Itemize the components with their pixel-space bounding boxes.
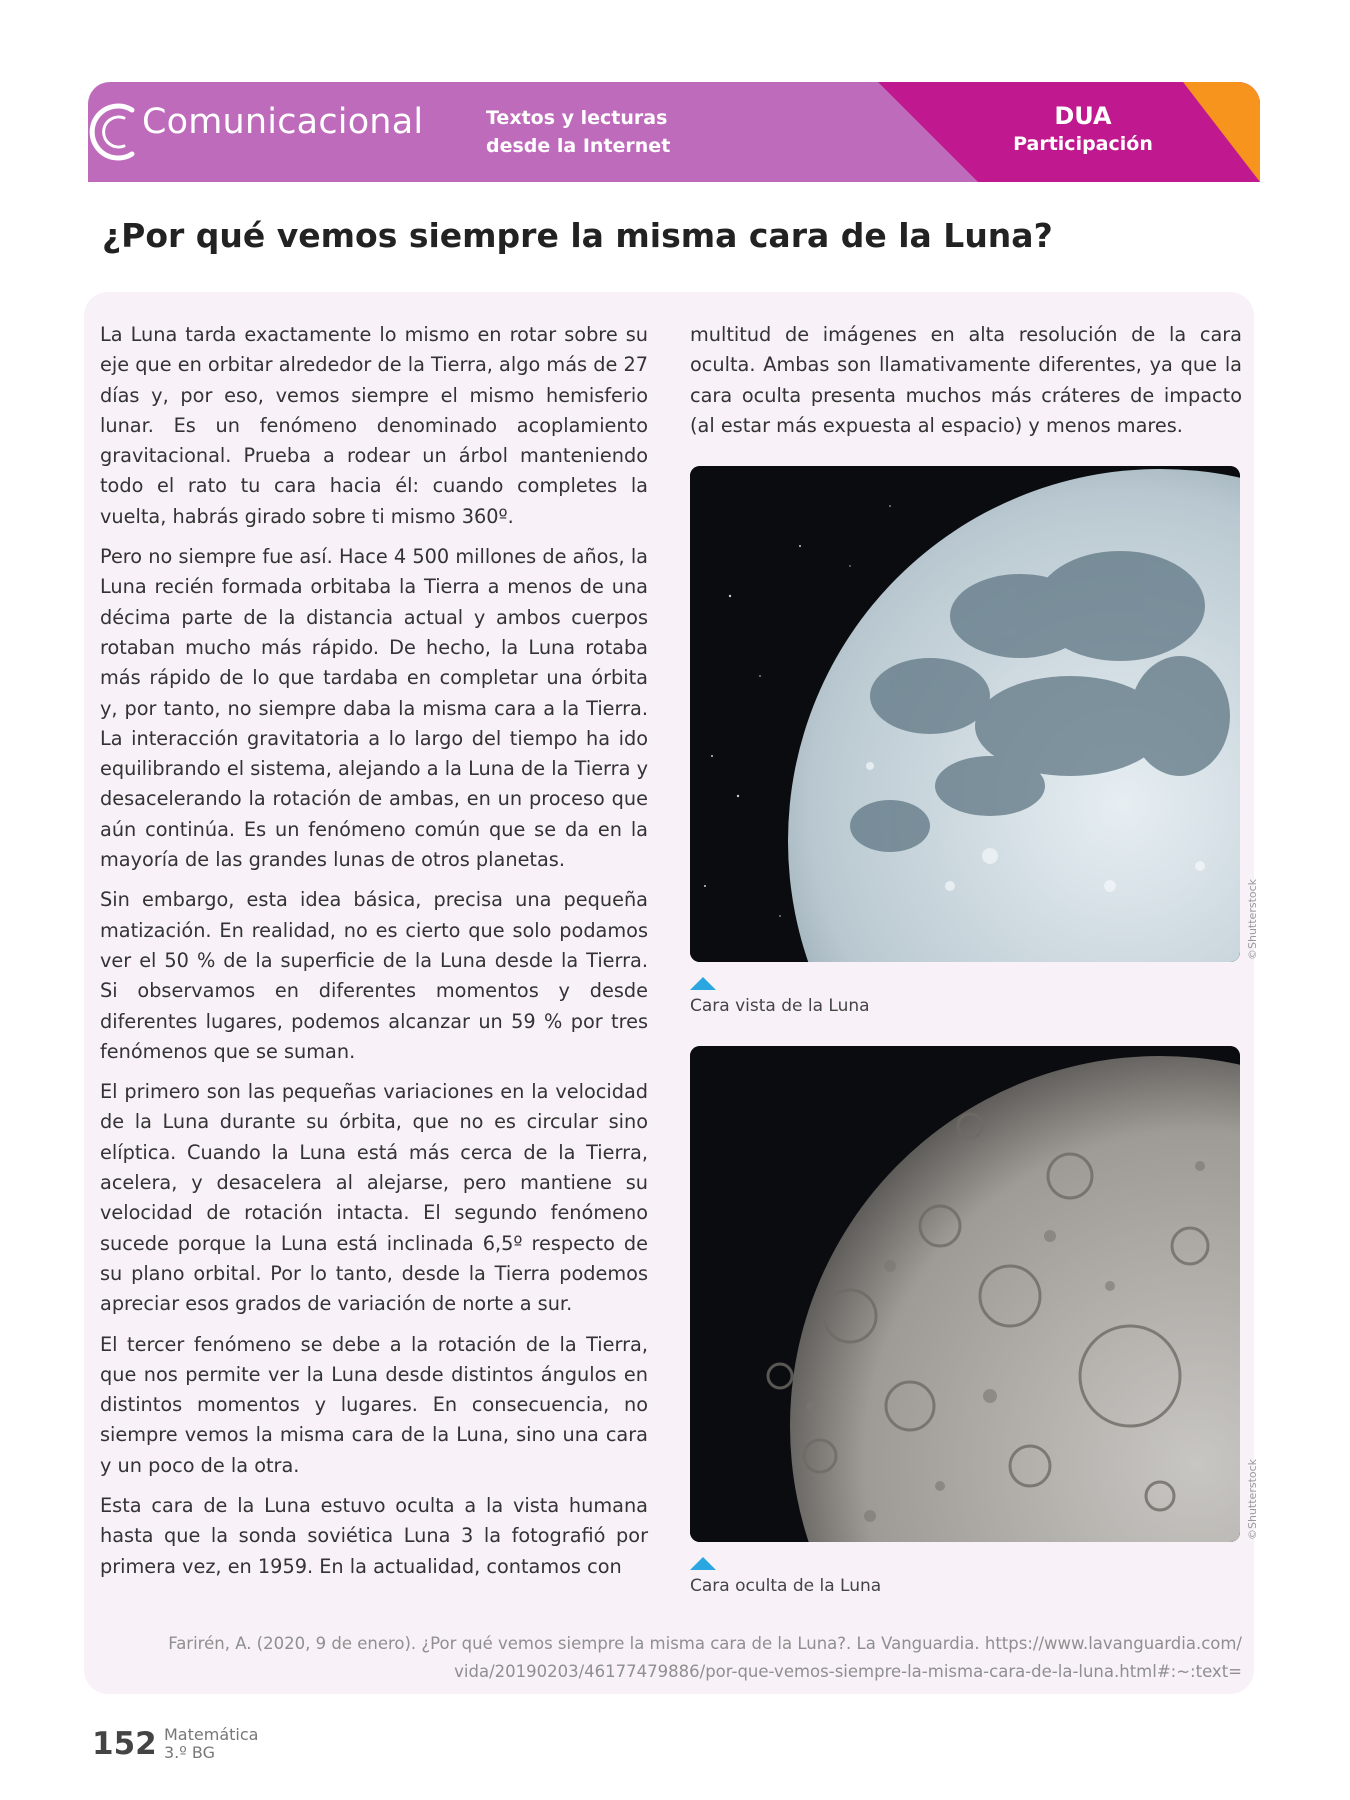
caption-marker-icon <box>690 977 716 990</box>
comunicacional-logo-icon <box>88 96 140 168</box>
photo-credit-2: ©Shutterstock <box>1246 1458 1259 1540</box>
photo-credit-1: ©Shutterstock <box>1246 878 1259 960</box>
paragraph-2: Pero no siempre fue así. Hace 4 500 millones de años, la Luna recién formada orbitaba la Tierra a menos de una décima parte de la distancia actual y ambos cuerpos rotaban mucho más rápido. De hecho, la Luna rotaba más rápido de lo que tardaba en completar una órbita y, por tanto, no siempre daba la misma cara a la Tierra. La interacción gravitatoria a lo largo del tiempo ha ido equilibrando el sistema, alejando a la Luna de la Tierra y desacelerando la rotación de ambas, en un proceso que aún continúa. Es un fenómeno común que se da en la mayoría de las grandes lunas de otros planetas. <box>100 545 648 872</box>
page-title: ¿Por qué vemos siempre la misma cara de la Luna? <box>102 216 1053 255</box>
page-number: 152 <box>92 1726 157 1762</box>
paragraph-1: La Luna tarda exactamente lo mismo en rotar sobre su eje que en orbitar alrededor de la Tierra, algo más de 27 días y, por eso, vemos siempre el mismo hemisferio lunar. Es un fenómeno denominado acoplamiento gravitacional. Prueba a rodear un árbol manteniendo todo el rato tu cara hacia él: cuando completes la vuelta, habrás girado sobre ti mismo 360º. <box>100 323 648 528</box>
section-header-band <box>88 82 1260 182</box>
footer-book-info <box>164 1726 258 1762</box>
dua-title: DUA <box>1054 102 1112 130</box>
reference-line-1: Farirén, A. (2020, 9 de enero). ¿Por qué vemos siempre la misma cara de la Luna?. La Vanguardia. https://www.lavanguardia.com/ <box>168 1634 1242 1653</box>
paragraph-4: El primero son las pequeñas variaciones en la velocidad de la Luna durante su órbita, que no es circular sino elíptica. Cuando la Luna está más cerca de la Tierra, acelera, y desacelera al alejarse, pero mantiene su velocidad de rotación intacta. El segundo fenómeno sucede porque la Luna está inclinada 6,5º respecto de su plano orbital. Por lo tanto, desde la Tierra podemos apreciar esos grados de variación de norte a sur. <box>100 1080 648 1316</box>
article-right-column <box>690 320 1242 451</box>
paragraph-5: El tercer fenómeno se debe a la rotación de la Tierra, que nos permite ver la Luna desde distintos ángulos en distintos momentos y lugares. En consecuencia, no siempre vemos la misma cara de la Luna, sino una cara y un poco de la otra. <box>100 1332 648 1477</box>
footer-grade: 3.º BG <box>164 1743 215 1762</box>
source-reference <box>120 1630 1242 1686</box>
dua-subtitle: Participación <box>1013 133 1153 155</box>
caption-marker-icon <box>690 1557 716 1570</box>
far-side-moon-photo <box>690 1046 1240 1542</box>
near-side-moon-photo <box>690 466 1240 962</box>
figure-caption-1: Cara vista de la Luna <box>690 996 870 1016</box>
subtitle-line-2: desde la Internet <box>486 135 671 157</box>
paragraph-6: Esta cara de la Luna estuvo oculta a la vista humana hasta que la sonda soviética Luna 3 la fotografió por primera vez, en 1959. En la actualidad, contamos con <box>100 1493 648 1578</box>
figure-caption-2: Cara oculta de la Luna <box>690 1576 882 1596</box>
paragraph-3: Sin embargo, esta idea básica, precisa una pequeña matización. En realidad, no es cierto que solo podamos ver el 50 % de la superficie de la Luna desde la Tierra. Si observamos en diferentes momentos y desde diferentes lugares, podemos alcanzar un 59 % por tres fenómenos que se suman. <box>100 888 648 1063</box>
dua-badge <box>978 102 1188 158</box>
footer-subject: Matemática <box>164 1725 259 1744</box>
brand-label: Comunicacional <box>142 102 424 142</box>
subtitle-line-1: Textos y lecturas <box>486 107 668 129</box>
section-subtitle <box>486 104 746 160</box>
paragraph-continuation: multitud de imágenes en alta resolución de la cara oculta. Ambas son llamativamente diferentes, ya que la cara oculta presenta muchos más cráteres de impacto (al estar más expuesta al espacio) y menos mares. <box>690 323 1242 437</box>
reference-line-2: vida/20190203/46177479886/por-que-vemos-siempre-la-misma-cara-de-la-luna.html#:~:text= <box>454 1662 1242 1681</box>
article-left-column <box>100 320 648 1592</box>
